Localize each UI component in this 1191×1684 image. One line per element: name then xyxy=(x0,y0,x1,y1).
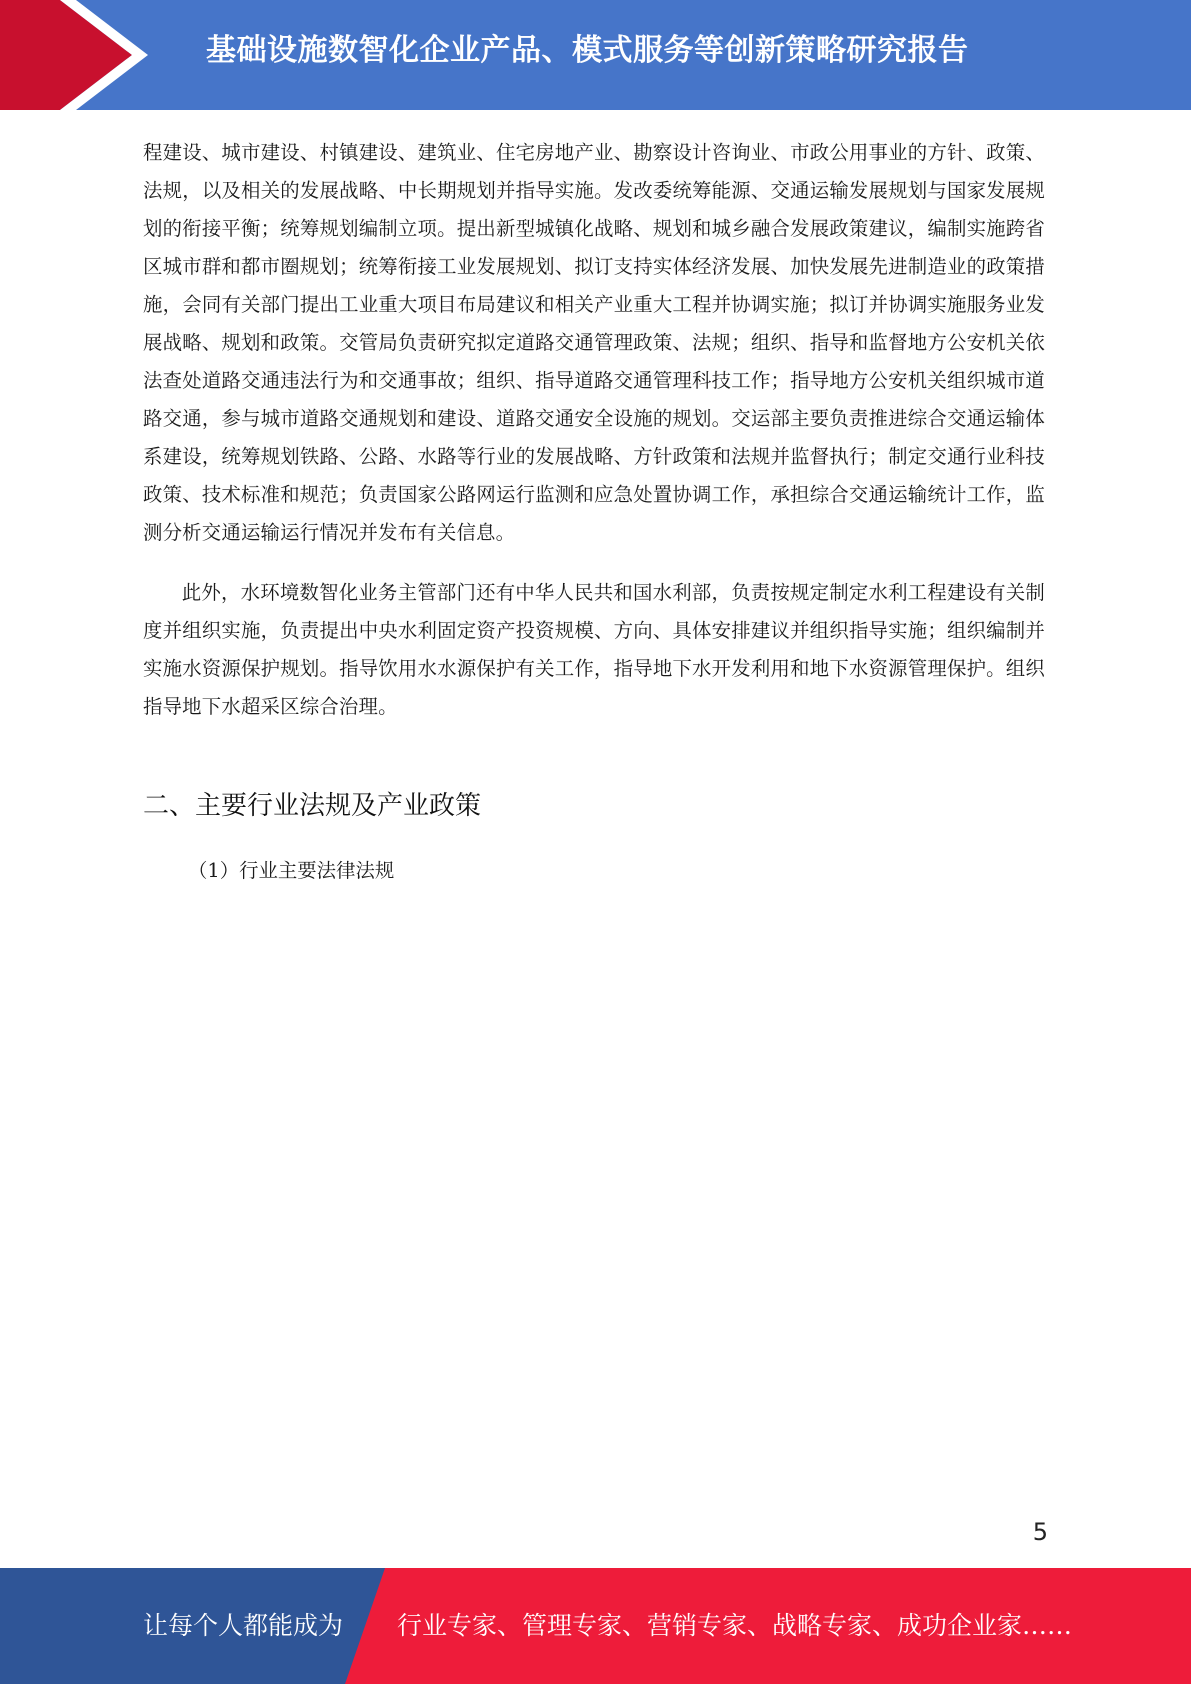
header-chevron-decoration xyxy=(0,0,160,110)
report-header xyxy=(0,0,1191,110)
section-heading: 二、主要行业法规及产业政策 xyxy=(143,791,482,821)
paragraph-water-ministry: 此外，水环境数智化业务主管部门还有中华人民共和国水利部，负责按规定制定水利工程建设有关制度并组织实施，负责提出中央水利固定资产投资规模、方向、具体安排建议并组织指导实施；组织编制并实施水资源保护规划。指导饮用水水源保护有关工作，指导地下水开发利用和地下水资源管理保护。组织指导地下水超采区综合治理。 xyxy=(143,581,1045,718)
footer-slogan-lead: 让每个人都能成为 xyxy=(143,1611,344,1640)
report-footer xyxy=(0,1568,1191,1684)
paragraph-agencies: 程建设、城市建设、村镇建设、建筑业、住宅房地产业、勘察设计咨询业、市政公用事业的方针、政策、法规，以及相关的发展战略、中长期规划并指导实施。发改委统筹能源、交通运输发展规划与国家发展规划的衔接平衡；统筹规划编制立项。提出新型城镇化战略、规划和城乡融合发展政策建议，编制实施跨省区城市群和都市圈规划；统筹衔接工业发展规划、拟订支持实体经济发展、加快发展先进制造业的政策措施，会同有关部门提出工业重大项目布局建议和相关产业重大工程并协调实施；拟订并协调实施服务业发展战略、规划和政策。交管局负责研究拟定道路交通管理政策、法规；组织、指导和监督地方公安机关依法查处道路交通违法行为和交通事故；组织、指导道路交通管理科技工作；指导地方公安机关组织城市道路交通，参与城市道路交通规划和建设、道路交通安全设施的规划。交运部主要负责推进综合交通运输体系建设，统筹规划铁路、公路、水路等行业的发展战略、方针政策和法规并监督执行；制定交通行业科技政策、技术标准和规范；负责国家公路网运行监测和应急处置协调工作，承担综合交通运输统计工作，监测分析交通运输运行情况并发布有关信息。 xyxy=(143,141,1045,544)
footer-slogan-roles: 行业专家、管理专家、营销专家、战略专家、成功企业家…… xyxy=(397,1611,1073,1640)
body-text xyxy=(143,134,1045,726)
sub-heading: （1）行业主要法律法规 xyxy=(188,859,395,882)
page-number: 5 xyxy=(1032,1518,1048,1546)
report-title: 基础设施数智化企业产品、模式服务等创新策略研究报告 xyxy=(206,33,969,68)
